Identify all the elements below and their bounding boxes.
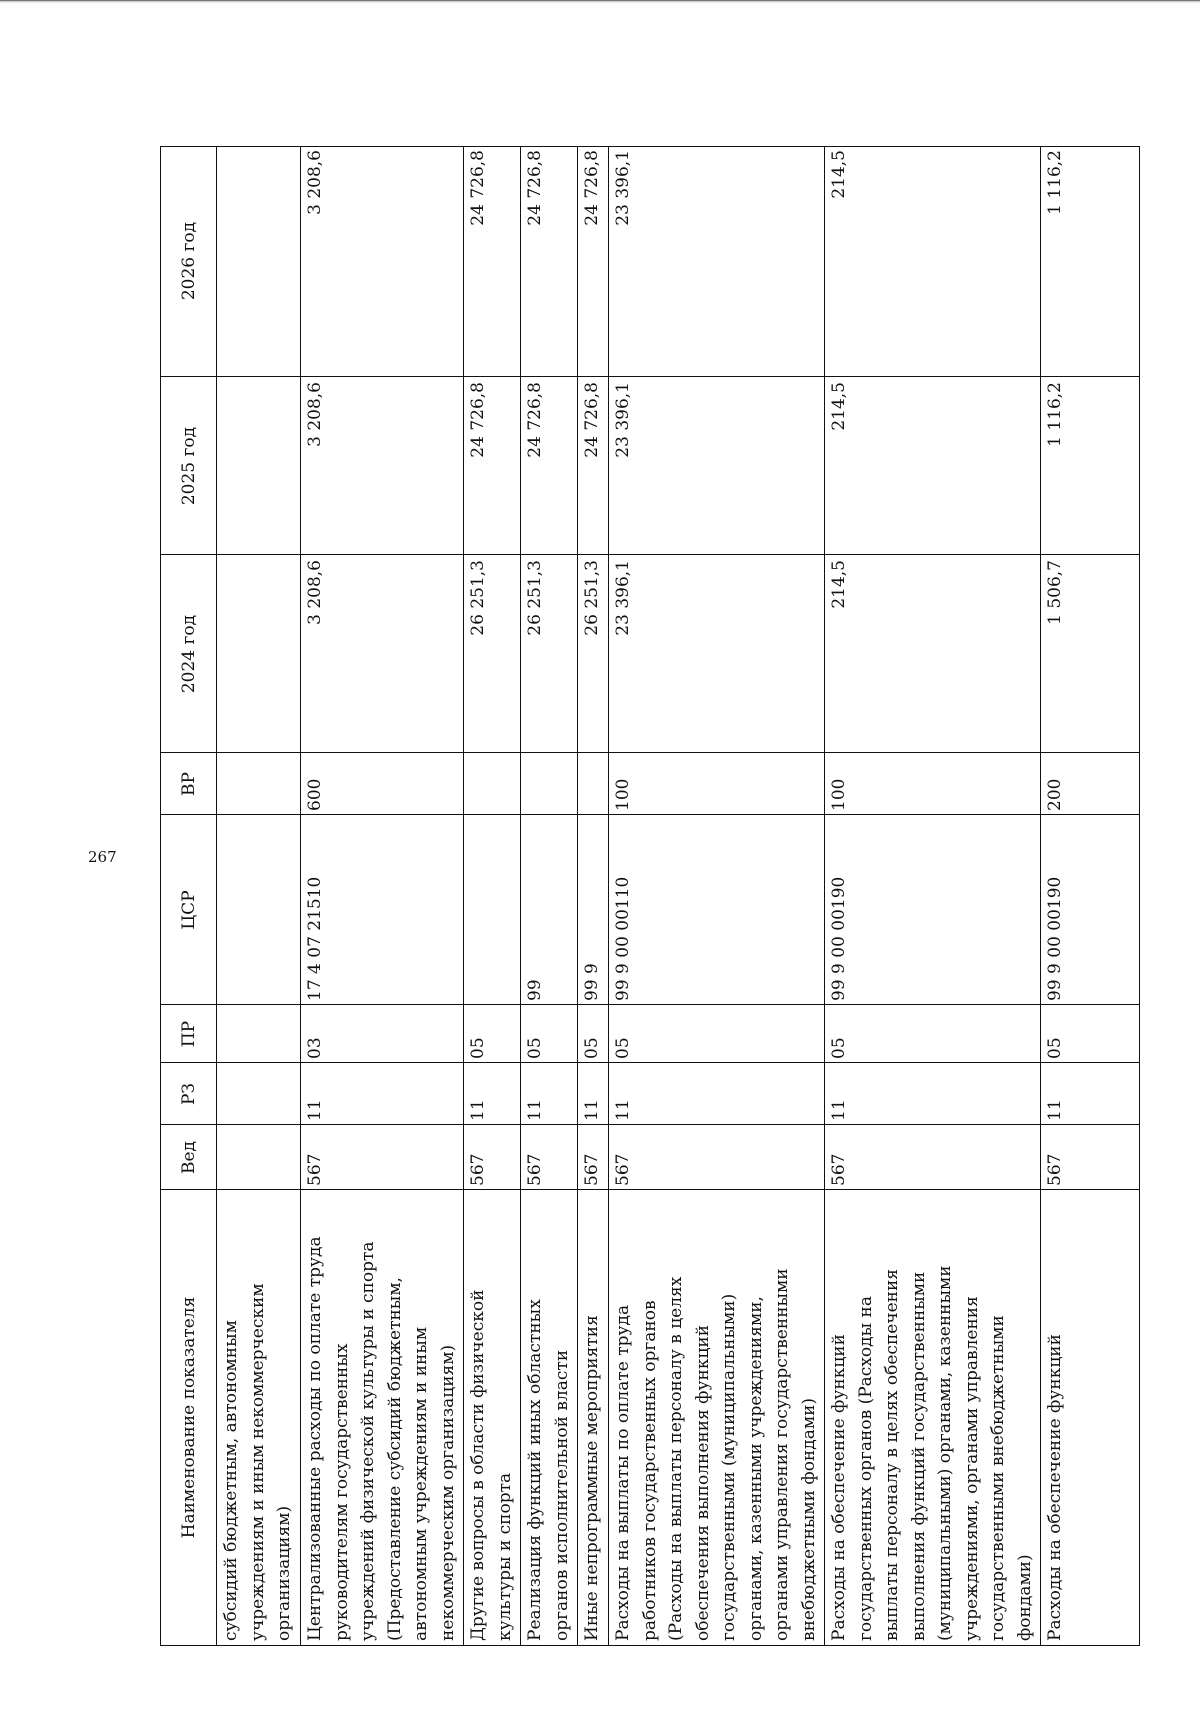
- name-line: учреждениями, органами управления: [961, 1296, 982, 1641]
- name-line: (Предоставление субсидий бюджетным,: [384, 1277, 405, 1641]
- cell-vr: [216, 753, 300, 815]
- name-line: культуры и спорта: [494, 1472, 515, 1641]
- name-line: внебюджетными фондами): [798, 1397, 819, 1641]
- cell-rz: 11: [582, 1099, 602, 1121]
- cell-y2024: 214,5: [829, 560, 849, 609]
- cell-ved: 567: [305, 1153, 325, 1186]
- cell-y2025: 3 208,6: [305, 382, 325, 447]
- cell-y2025: 24 726,8: [582, 382, 602, 458]
- cell-y2024: 26 251,3: [525, 560, 545, 636]
- scan-top-edge: [0, 0, 1200, 3]
- cell-csr: 99 9 00 00110: [613, 876, 633, 1001]
- cell-y2026: 214,5: [829, 150, 849, 199]
- cell-y2026: 24 726,8: [582, 150, 602, 226]
- cell-pr: 05: [829, 1037, 849, 1059]
- cell-rz: [216, 1063, 300, 1125]
- cell-pr: 05: [1045, 1037, 1065, 1059]
- cell-ved: 567: [829, 1153, 849, 1186]
- cell-y2025: [216, 377, 300, 555]
- cell-csr: [463, 815, 520, 1005]
- cell-y2024: [216, 555, 300, 753]
- cell-vr: 200: [1045, 778, 1065, 811]
- name-line: руководителям государственных: [331, 1343, 352, 1641]
- cell-y2026: [216, 145, 300, 377]
- name-line: Расходы на обеспечение функций: [829, 1334, 849, 1641]
- name-line: (муниципальными) органами, казенными: [935, 1265, 955, 1641]
- cell-y2024: 1 506,7: [1045, 560, 1065, 625]
- header-name: Наименование показателя: [178, 1296, 199, 1539]
- cell-vr: 600: [305, 778, 325, 811]
- name-line: Иные непрограммные мероприятия: [582, 1315, 602, 1641]
- page-number: 267: [88, 848, 117, 866]
- cell-y2026: 1 116,2: [1045, 150, 1065, 215]
- name-line: Другие вопросы в области физической: [468, 1289, 488, 1641]
- cell-y2025: 214,5: [829, 382, 849, 431]
- cell-pr: [216, 1005, 300, 1063]
- cell-y2026: 24 726,8: [525, 150, 545, 226]
- name-line: автономным учреждениям и иным: [411, 1326, 431, 1641]
- cell-csr: 99 9 00 00190: [1045, 876, 1065, 1001]
- name-line: (Расходы на выплаты персоналу в целях: [666, 1276, 686, 1641]
- cell-name: [300, 1190, 463, 1645]
- name-line: организациям): [274, 1505, 294, 1641]
- cell-y2024: 26 251,3: [582, 560, 602, 636]
- name-line: Реализация функций иных областных: [525, 1299, 545, 1641]
- cell-y2024: 26 251,3: [468, 560, 488, 636]
- cell-ved: 567: [525, 1153, 545, 1186]
- cell-y2024: 3 208,6: [305, 560, 325, 625]
- cell-csr: 99 9: [582, 963, 602, 1001]
- cell-name: [463, 1190, 520, 1645]
- name-line: органами, казенными учреждениями,: [745, 1296, 766, 1641]
- name-line: государственными внебюджетными: [988, 1315, 1008, 1641]
- cell-ved: 567: [582, 1153, 602, 1186]
- budget-table: [160, 146, 1140, 1646]
- cell-pr: 05: [525, 1037, 545, 1059]
- name-line: работников государственных органов: [639, 1300, 660, 1641]
- header-csr: ЦСР: [178, 890, 199, 930]
- cell-rz: 11: [1045, 1099, 1065, 1121]
- cell-y2025: 24 726,8: [468, 382, 488, 458]
- cell-name: [824, 1190, 1040, 1645]
- name-line: учреждениям и иным некоммерческим: [247, 1283, 268, 1641]
- name-line: государственными (муниципальными): [719, 1293, 739, 1641]
- cell-rz: 11: [829, 1099, 849, 1121]
- cell-vr: [520, 753, 577, 815]
- cell-y2026: 3 208,6: [305, 150, 325, 215]
- cell-pr: 05: [468, 1037, 488, 1059]
- header-vr: ВР: [178, 772, 199, 796]
- name-line: органами управления государственными: [772, 1268, 792, 1641]
- header-2024: 2024 год: [178, 614, 199, 694]
- header-2025: 2025 год: [178, 426, 199, 506]
- cell-rz: 11: [525, 1099, 545, 1121]
- name-line: выполнения функций государственными: [908, 1271, 929, 1641]
- name-line: обеспечения выполнения функций: [692, 1324, 713, 1641]
- cell-vr: 100: [613, 778, 633, 811]
- cell-pr: 05: [613, 1037, 633, 1059]
- cell-ved: 567: [468, 1153, 488, 1186]
- cell-name: [608, 1190, 824, 1645]
- cell-csr: [216, 815, 300, 1005]
- cell-name: [216, 1190, 300, 1645]
- cell-ved: 567: [1045, 1153, 1065, 1186]
- cell-name: [1040, 1190, 1071, 1645]
- header-ved: Вед: [178, 1140, 199, 1175]
- header-rz: РЗ: [178, 1082, 199, 1106]
- name-line: Централизованные расходы по оплате труда: [305, 1236, 325, 1641]
- cell-rz: 11: [468, 1099, 488, 1121]
- cell-name: [577, 1190, 608, 1645]
- cell-csr: 99 9 00 00190: [829, 876, 849, 1001]
- cell-pr: 05: [582, 1037, 602, 1059]
- cell-y2025: 23 396,1: [613, 382, 633, 458]
- cell-y2026: 23 396,1: [613, 150, 633, 226]
- cell-rz: 11: [305, 1099, 325, 1121]
- name-line: выплаты персоналу в целях обеспечения: [882, 1268, 902, 1641]
- name-line: Расходы на выплаты по оплате труда: [613, 1304, 633, 1641]
- cell-csr: 17 4 07 21510: [305, 876, 325, 1001]
- cell-ved: [216, 1125, 300, 1190]
- name-line: некоммерческим организациям): [437, 1344, 458, 1641]
- name-line: органов исполнительной власти: [551, 1349, 572, 1641]
- cell-y2026: 24 726,8: [468, 150, 488, 226]
- cell-vr: 100: [829, 778, 849, 811]
- cell-vr: [577, 753, 608, 815]
- cell-name: [520, 1190, 577, 1645]
- cell-ved: 567: [613, 1153, 633, 1186]
- header-2026: 2026 год: [178, 221, 199, 301]
- header-pr: ПР: [178, 1020, 199, 1048]
- name-line: Расходы на обеспечение функций: [1045, 1334, 1065, 1641]
- name-line: учреждений физической культуры и спорта: [358, 1241, 378, 1641]
- cell-csr: 99: [525, 979, 545, 1001]
- cell-vr: [463, 753, 520, 815]
- name-line: государственных органов (Расходы на: [855, 1295, 876, 1641]
- name-line: субсидий бюджетным, автономным: [221, 1320, 241, 1641]
- cell-y2025: 24 726,8: [525, 382, 545, 458]
- name-line: фондами): [1014, 1554, 1035, 1641]
- cell-y2025: 1 116,2: [1045, 382, 1065, 447]
- cell-pr: 03: [305, 1037, 325, 1059]
- cell-rz: 11: [613, 1099, 633, 1121]
- cell-y2024: 23 396,1: [613, 560, 633, 636]
